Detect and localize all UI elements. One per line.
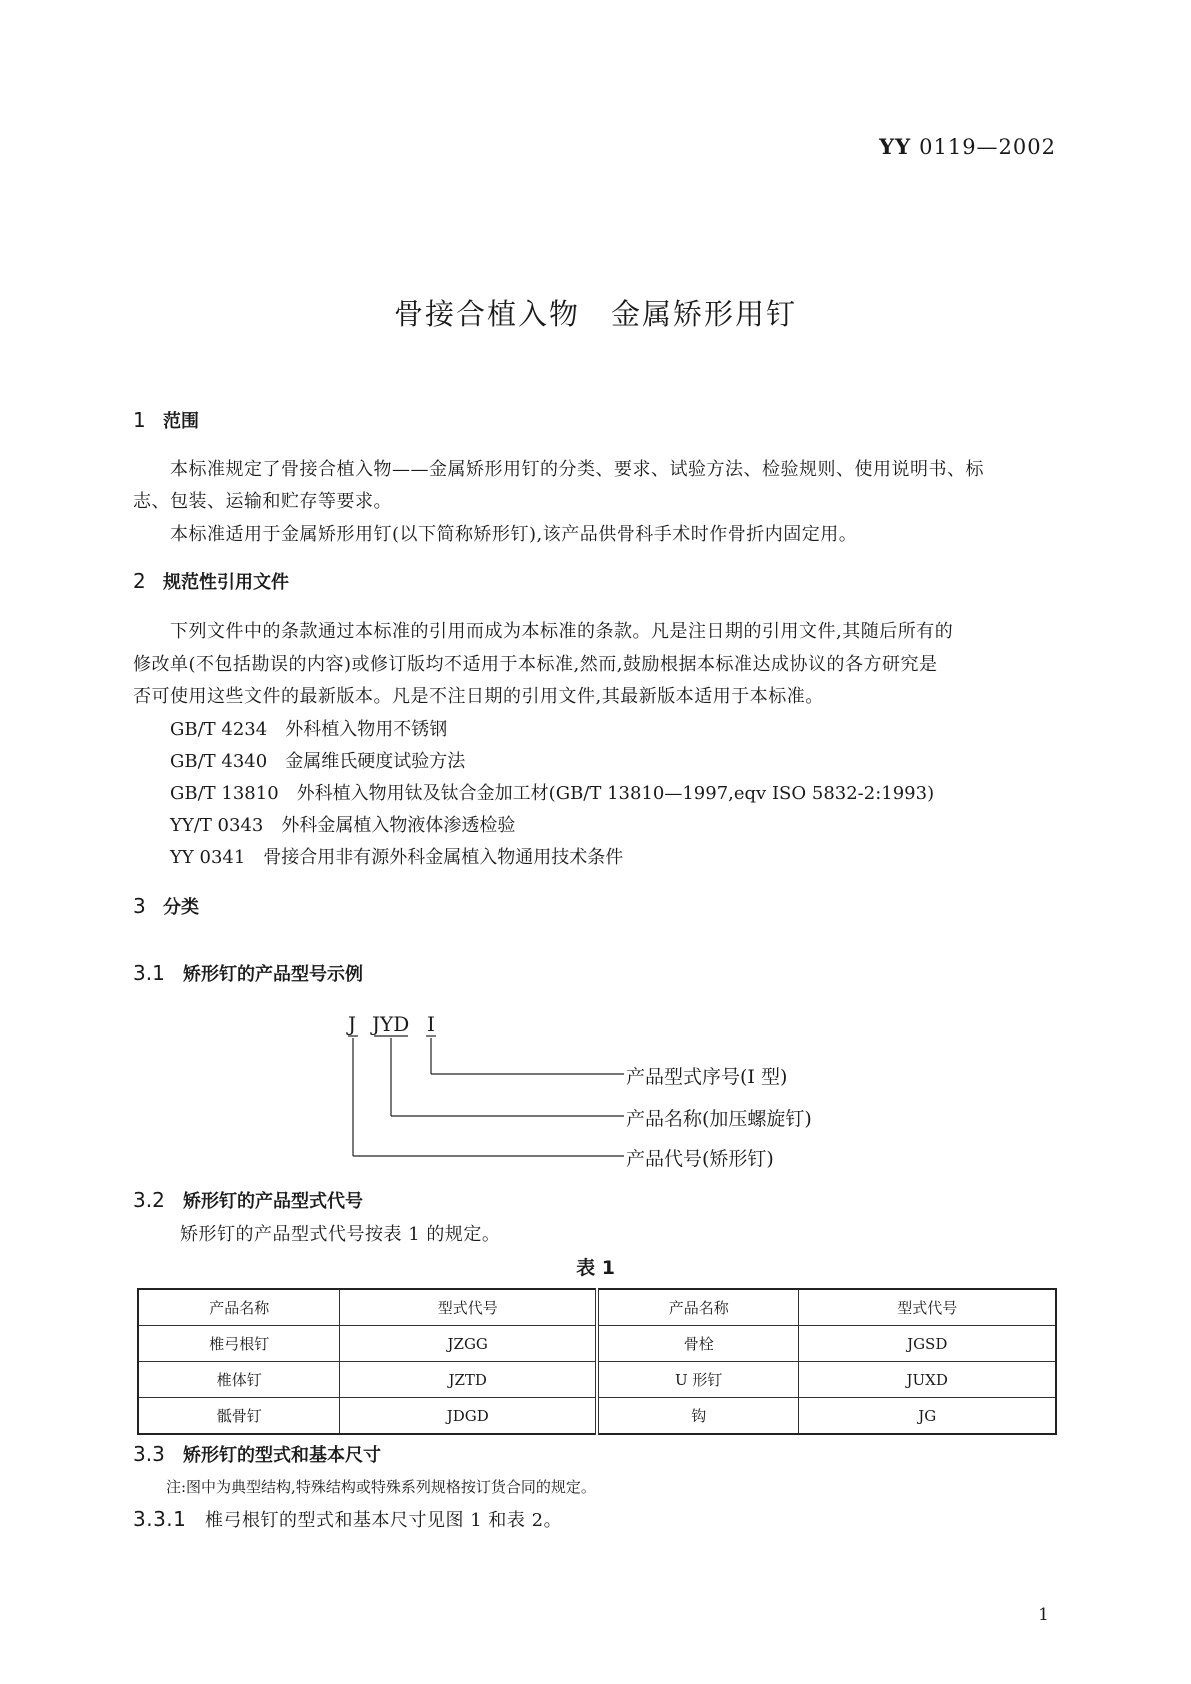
table-header-cell: 产品名称 [138,1289,340,1326]
table-cell: JDGD [340,1398,597,1435]
section-title: 矫形钉的产品型号示例 [183,964,363,985]
reference-title: 金属维氏硬度试验方法 [285,751,466,772]
reference-title: 骨接合用非有源外科金属植入物通用技术条件 [263,847,624,868]
table-1-caption: 表 1 [576,1257,615,1279]
section-number: 3.1 [133,961,165,985]
table-header-cell: 型式代号 [799,1289,1056,1326]
table-1 [137,1288,1057,1435]
section-title: 矫形钉的型式和基本尺寸 [183,1445,381,1466]
section-number: 3.2 [133,1188,165,1212]
reference-code: GB/T 4340 [170,751,268,772]
reference-title: 外科植入物用钛及钛合金加工材(GB/T 13810—1997,eqv ISO 5832-2:1993) [296,783,935,804]
reference-item [170,843,623,869]
s1-paragraph-1-line-1: 本标准规定了骨接合植入物——金属矫形用钉的分类、要求、试验方法、检验规则、使用说明书、标 [170,459,984,480]
section-3-3-heading [133,1441,381,1467]
table-cell: 骨栓 [597,1326,799,1362]
table-header-cell: 型式代号 [340,1289,597,1326]
reference-code: GB/T 4234 [170,719,268,740]
document-code-number: 0119—2002 [919,135,1056,159]
section-title: 规范性引用文件 [163,572,289,593]
section-3-2-heading [133,1187,363,1213]
document-code-prefix: YY [879,134,912,159]
s3-3-note: 注:图中为典型结构,特殊结构或特殊系列规格按订货合同的规定。 [166,1478,596,1496]
reference-item [170,779,934,805]
section-3-3-1 [133,1506,562,1532]
s3-3-1-text: 椎弓根钉的型式和基本尺寸见图 1 和表 2。 [205,1510,563,1531]
section-title: 范围 [163,411,199,432]
table-cell: 椎弓根钉 [138,1326,340,1362]
table-row [138,1398,1056,1435]
table-cell: JZTD [340,1362,597,1398]
diagram-label-type-number: 产品型式序号(I 型) [626,1066,788,1088]
section-number: 1 [133,408,146,432]
diagram-lines [348,1012,868,1180]
reference-item [170,715,447,741]
s3-2-paragraph: 矫形钉的产品型式代号按表 1 的规定。 [180,1224,501,1245]
section-number: 3.3.1 [133,1507,187,1531]
table-cell: U 形钉 [597,1362,799,1398]
s2-paragraph-line-3: 否可使用这些文件的最新版本。凡是不注日期的引用文件,其最新版本适用于本标准。 [133,686,824,707]
section-number: 3 [133,894,146,918]
table-header-row [138,1289,1056,1326]
table-header-cell: 产品名称 [597,1289,799,1326]
reference-code: YY 0341 [170,847,246,868]
diagram-label-product-name: 产品名称(加压螺旋钉) [626,1108,812,1130]
reference-title: 外科金属植入物液体渗透检验 [281,815,516,836]
section-1-heading [133,407,199,433]
s2-paragraph-line-1: 下列文件中的条款通过本标准的引用而成为本标准的条款。凡是注日期的引用文件,其随后所有的 [170,621,954,642]
reference-item [170,747,465,773]
reference-title: 外科植入物用不锈钢 [285,719,448,740]
reference-item [170,811,515,837]
model-number-diagram [348,1012,868,1180]
s1-paragraph-2: 本标准适用于金属矫形用钉(以下简称矫形钉),该产品供骨科手术时作骨折内固定用。 [170,524,858,545]
table-cell: 椎体钉 [138,1362,340,1398]
section-number: 2 [133,569,146,593]
section-number: 3.3 [133,1442,165,1466]
s2-paragraph-line-2: 修改单(不包括勘误的内容)或修订版均不适用于本标准,然而,鼓励根据本标准达成协议的各方研究是 [133,654,938,675]
table-cell: JGSD [799,1326,1056,1362]
table-cell: 钩 [597,1398,799,1435]
section-3-1-heading [133,960,363,986]
reference-code: YY/T 0343 [170,815,264,836]
table-cell: JUXD [799,1362,1056,1398]
table-cell: JZGG [340,1326,597,1362]
document-code [879,134,1056,159]
section-3-heading [133,893,199,919]
table-row [138,1362,1056,1398]
table-cell: JG [799,1398,1056,1435]
page-number: 1 [1038,1605,1049,1625]
reference-code: GB/T 13810 [170,783,279,804]
diagram-label-product-code: 产品代号(矫形钉) [626,1148,774,1170]
diagram-code-j: J [348,1012,357,1036]
table-cell: 骶骨钉 [138,1398,340,1435]
s1-paragraph-1-line-2: 志、包装、运输和贮存等要求。 [133,491,392,512]
section-title: 分类 [163,897,199,918]
diagram-code-i: I [427,1012,435,1036]
section-2-heading [133,568,289,594]
page-title: 骨接合植入物 金属矫形用钉 [393,297,797,331]
table-row [138,1326,1056,1362]
diagram-code-jyd: JYD [372,1012,410,1036]
section-title: 矫形钉的产品型式代号 [183,1191,363,1212]
